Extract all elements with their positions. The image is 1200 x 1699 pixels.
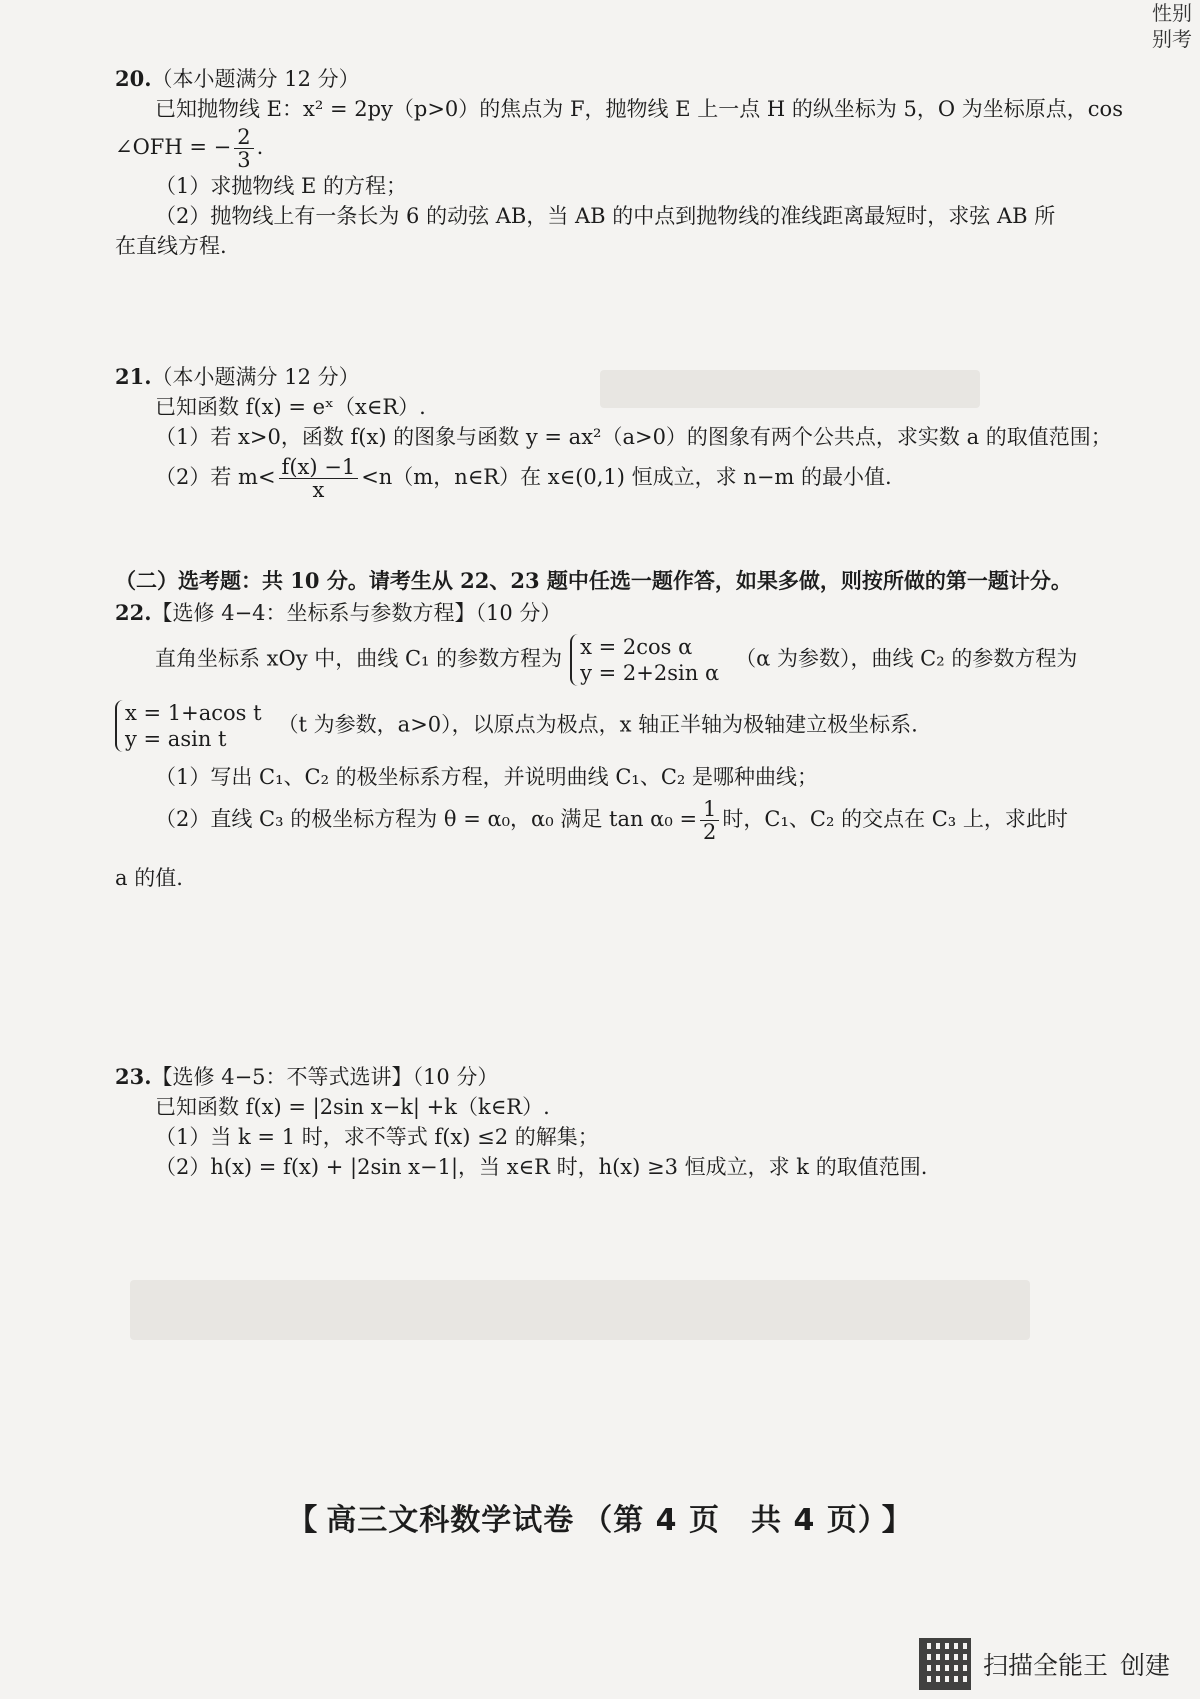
corner-note-line1: 性别: [1152, 1, 1192, 25]
equation-system-c2: x = 1+acos t y = asin t: [115, 700, 270, 752]
scanner-name: 扫描全能王: [982, 1651, 1108, 1680]
page-footer: 【 高三文科数学试卷 （第 4 页 共 4 页） 】: [287, 1503, 913, 1538]
footer-title: 高三文科数学试卷: [326, 1503, 575, 1538]
question-header: （本小题满分 12 分）: [151, 365, 360, 389]
subquestion-1: （1）写出 C₁、C₂ 的极坐标系方程，并说明曲线 C₁、C₂ 是哪种曲线；: [155, 765, 819, 789]
corner-note-line2: 别考: [1152, 27, 1192, 51]
question-header: 【选修 4−4：坐标系与参数方程】（10 分）: [151, 601, 562, 625]
question-number: 20.: [115, 66, 152, 91]
question-stem-cont: ∠OFH = − $\frac{2}{3}$ .: [115, 125, 264, 172]
fraction: $\frac{f(x) -1}{x}$: [279, 456, 359, 501]
subquestion-2: （2）h(x) = f(x) + |2sin x−1|，当 x∈R 时，h(x) ≥3 恒成立，求 k 的取值范围.: [155, 1155, 928, 1179]
qr-code-icon: [919, 1638, 971, 1690]
subquestion-1: （1）求抛物线 E 的方程；: [155, 174, 408, 198]
question-header: （本小题满分 12 分）: [151, 67, 360, 91]
question-20: [115, 64, 1123, 261]
fraction: $\frac{1}{2}$: [700, 798, 719, 843]
question-number: 21.: [115, 364, 152, 389]
question-stem: 直角坐标系 xOy 中，曲线 C₁ 的参数方程为 x = 2cos α y = 2+2sin α （α 为参数），曲线 C₂ 的参数方程为: [155, 635, 1078, 685]
subquestion-2-cont: 在直线方程.: [115, 234, 227, 258]
scanner-watermark: [919, 1638, 1170, 1690]
equation-system-c1: x = 2cos α y = 2+2sin α: [570, 634, 727, 686]
question-number: 23.: [115, 1064, 152, 1089]
scanner-action: 创建: [1119, 1651, 1170, 1680]
question-stem: 已知抛物线 E：x² = 2py（p>0）的焦点为 F，抛物线 E 上一点 H 的纵坐标为 5，O 为坐标原点，cos: [155, 97, 1123, 121]
section-header: [115, 566, 1105, 596]
optional-section-note: （二）选考题：共 10 分。请考生从 22、23 题中任选一题作答，如果多做，则按所做的第一题计分。: [115, 568, 1072, 593]
subquestion-2-cont: a 的值.: [115, 866, 183, 890]
bleed-through-mark: [130, 1280, 1030, 1340]
question-23: [115, 1062, 1105, 1182]
footer-page-number: （第 4 页 共 4 页）: [582, 1503, 874, 1538]
question-stem: 已知函数 f(x) = |2sin x−k| +k（k∈R）.: [155, 1095, 550, 1119]
question-stem-cont: x = 1+acos t y = asin t （t 为参数，a>0），以原点为极点，x 轴正半轴为极轴建立极坐标系.: [115, 700, 1105, 752]
subquestion-1: （1）若 x>0，函数 f(x) 的图象与函数 y = ax²（a>0）的图象有两个公共点，求实数 a 的取值范围；: [155, 425, 1112, 449]
subquestion-1: （1）当 k = 1 时，求不等式 f(x) ≤2 的解集；: [155, 1125, 599, 1149]
question-number: 22.: [115, 600, 152, 625]
corner-note: [1152, 0, 1192, 52]
question-21: [115, 362, 1112, 502]
question-header: 【选修 4−5：不等式选讲】（10 分）: [151, 1065, 499, 1089]
subquestion-2: （2）若 m< $\frac{f(x) -1}{x}$ <n（m，n∈R）在 x∈(0,1) 恒成立，求 n−m 的最小值.: [155, 455, 892, 502]
question-stem: 已知函数 f(x) = eˣ（x∈R）.: [155, 395, 426, 419]
fraction: $\frac{2}{3}$: [234, 126, 253, 171]
subquestion-2: （2）抛物线上有一条长为 6 的动弦 AB，当 AB 的中点到抛物线的准线距离最短时，求弦 AB 所: [155, 204, 1056, 228]
question-22: [115, 598, 1105, 893]
subquestion-2: （2）直线 C₃ 的极坐标方程为 θ = α₀，α₀ 满足 tan α₀ = $\frac{1}{2}$ 时，C₁、C₂ 的交点在 C₃ 上，求此时: [155, 797, 1068, 844]
